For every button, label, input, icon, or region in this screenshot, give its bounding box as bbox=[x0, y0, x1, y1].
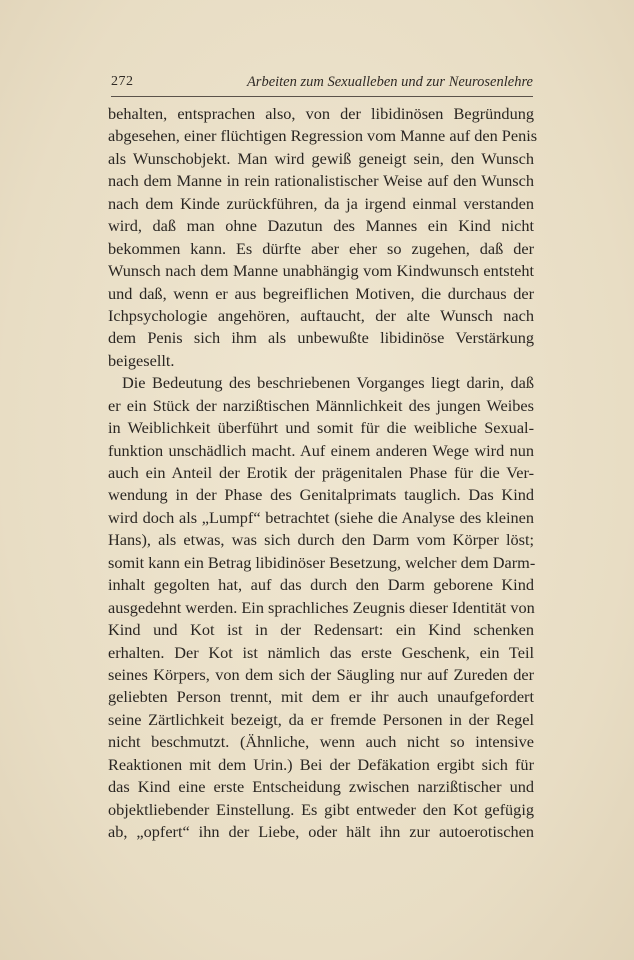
text-line: bekommen kann. Es dürfte aber eher so zugehen, daß der bbox=[108, 238, 534, 258]
text-line: dem Penis sich ihm als unbewußte libidinöse Verstärkung bbox=[108, 328, 534, 348]
text-line: Reaktionen mit dem Urin.) Bei der Defäkation ergibt sich für bbox=[108, 754, 534, 774]
text-line: als Wunschobjekt. Man wird gewiß geneigt sein, den Wunsch bbox=[108, 148, 534, 168]
text-line: behalten, entsprachen also, von der libidinösen Begründung bbox=[108, 104, 534, 123]
header-rule bbox=[111, 96, 533, 97]
text-line: somit kann ein Betrag libidinöser Besetzung, welcher dem Darm- bbox=[108, 552, 536, 572]
text-line: Hans), als etwas, was sich durch den Darm vom Körper löst; bbox=[108, 530, 534, 550]
text-line: seines Körpers, von dem sich der Säugling nur auf Zureden der bbox=[108, 664, 534, 684]
text-line: Wunsch nach dem Manne unabhängig vom Kindwunsch entsteht bbox=[108, 261, 534, 281]
page-header bbox=[111, 74, 533, 96]
text-line: objektliebender Einstellung. Es gibt entweder den Kot gefügig bbox=[108, 799, 534, 819]
text-line: funktion unschädlich macht. Auf einem anderen Wege wird nun bbox=[108, 440, 534, 460]
text-line: nach dem Manne in rein rationalistischer Weise auf den Wunsch bbox=[108, 171, 534, 191]
text-line: inhalt gegolten hat, auf das durch den Darm geborene Kind bbox=[108, 575, 534, 595]
text-line: wird, daß man ohne Dazutun des Mannes ein Kind nicht bbox=[108, 216, 534, 236]
text-line: Die Bedeutung des beschriebenen Vorganges liegt darin, daß bbox=[122, 373, 534, 393]
text-line: er ein Stück der narzißtischen Männlichkeit des jungen Weibes bbox=[108, 395, 534, 415]
text-line: auch ein Anteil der Erotik der prägenitalen Phase für die Ver- bbox=[108, 463, 534, 482]
text-line: das Kind eine erste Entscheidung zwischen narzißtischer und bbox=[108, 777, 534, 797]
text-line: und daß, wenn er aus begreiflichen Motiven, die durchaus der bbox=[108, 283, 534, 303]
body-text bbox=[108, 103, 538, 843]
text-line: wird doch als „Lumpf“ betrachtet (siehe die Analyse des kleinen bbox=[108, 507, 534, 527]
text-line: beigesellt. bbox=[108, 350, 175, 370]
text-line: ausgedehnt werden. Ein sprachliches Zeugnis dieser Identität von bbox=[108, 597, 535, 617]
text-line: nach dem Kinde zurückführen, da ja irgend einmal verstanden bbox=[108, 193, 534, 213]
text-line: abgesehen, einer flüchtigen Regression vom Manne auf den Penis bbox=[108, 126, 538, 146]
text-line: ab, „opfert“ ihn der Liebe, oder hält ihn zur autoerotischen bbox=[108, 822, 534, 841]
text-line: seine Zärtlichkeit bezeigt, da er fremde Personen in der Regel bbox=[108, 709, 534, 729]
page-number: 272 bbox=[111, 74, 134, 89]
text-line: geliebten Person trennt, mit dem er ihr auch unaufgefordert bbox=[108, 687, 534, 707]
text-line: erhalten. Der Kot ist nämlich das erste Geschenk, ein Teil bbox=[108, 642, 534, 662]
text-line: Kind und Kot ist in der Redensart: ein Kind schenken bbox=[108, 620, 534, 640]
text-line: wendung in der Phase des Genitalprimats tauglich. Das Kind bbox=[108, 485, 534, 505]
running-title: Arbeiten zum Sexualleben und zur Neurosenlehre bbox=[246, 74, 533, 90]
text-line: nicht beschmutzt. (Ähnliche, wenn auch nicht so intensive bbox=[108, 732, 534, 752]
text-line: Ichpsychologie angehören, auftaucht, der alte Wunsch nach bbox=[108, 305, 534, 325]
text-line: in Weiblichkeit überführt und somit für die weibliche Sexual- bbox=[108, 418, 534, 438]
